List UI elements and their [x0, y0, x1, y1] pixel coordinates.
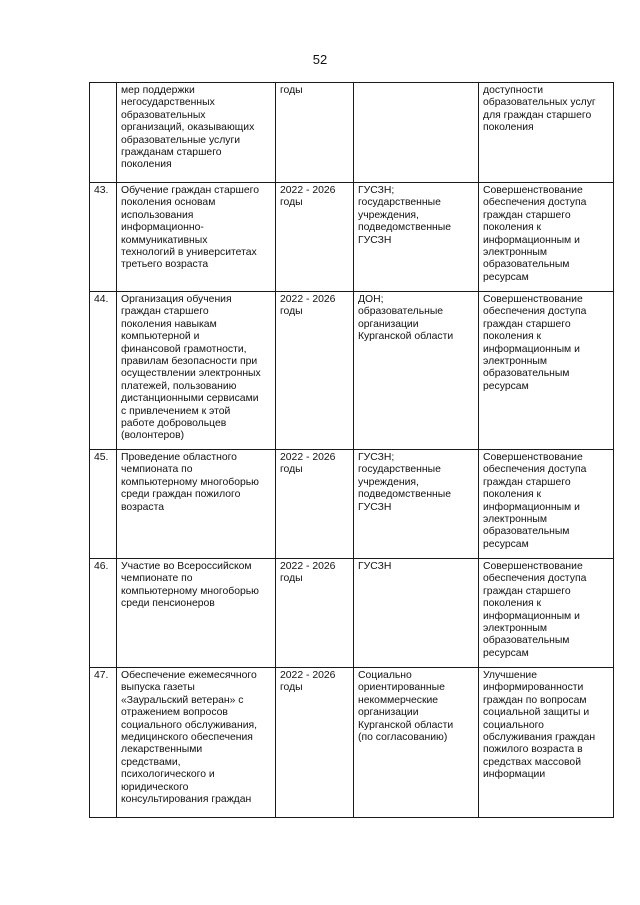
executor-cell: ГУСЗН; государственные учреждения, подведомственные ГУСЗН	[354, 183, 479, 292]
term-cell: 2022 - 2026 годы	[276, 292, 354, 450]
term-cell: 2022 - 2026 годы	[276, 450, 354, 559]
result-cell: Улучшение информированности граждан по вопросам социальной защиты и социального обслуживания граждан пожилого возраста в средствах массовой информации	[479, 668, 614, 818]
event-cell: Обеспечение ежемесячного выпуска газеты «Зауральский ветеран» с отражением вопросов социального обслуживания, медицинского обеспечения лекарственными средствами, психологического и юридического консультирования граждан	[117, 668, 276, 818]
term-cell: 2022 - 2026 годы	[276, 668, 354, 818]
event-cell: мер поддержки негосударственных образовательных организаций, оказывающих образовательные услуги гражданам старшего поколения	[117, 83, 276, 183]
result-cell: Совершенствование обеспечения доступа граждан старшего поколения к информационным и электронным образовательным ресурсам	[479, 183, 614, 292]
executor-cell: ГУСЗН	[354, 559, 479, 668]
result-cell: доступности образовательных услуг для граждан старшего поколения	[479, 83, 614, 183]
executor-cell: ГУСЗН; государственные учреждения, подведомственные ГУСЗН	[354, 450, 479, 559]
row-number: 43.	[90, 183, 117, 292]
table-row-45	[90, 450, 614, 559]
executor-cell	[354, 83, 479, 183]
executor-cell: ДОН; образовательные организации Курганской области	[354, 292, 479, 450]
event-cell: Проведение областного чемпионата по компьютерному многоборью среди граждан пожилого возраста	[117, 450, 276, 559]
table-row-continuation	[90, 83, 614, 183]
table-row-43	[90, 183, 614, 292]
result-cell: Совершенствование обеспечения доступа граждан старшего поколения к информационным и электронным образовательным ресурсам	[479, 559, 614, 668]
result-cell: Совершенствование обеспечения доступа граждан старшего поколения к информационным и электронным образовательным ресурсам	[479, 292, 614, 450]
table-row-44	[90, 292, 614, 450]
row-number	[90, 83, 117, 183]
row-number: 44.	[90, 292, 117, 450]
page-number: 52	[312, 52, 328, 67]
executor-cell: Социально ориентированные некоммерческие организации Курганской области (по согласованию)	[354, 668, 479, 818]
table-row-46	[90, 559, 614, 668]
row-number: 45.	[90, 450, 117, 559]
plan-table	[89, 82, 614, 818]
event-cell: Участие во Всероссийском чемпионате по компьютерному многоборью среди пенсионеров	[117, 559, 276, 668]
event-cell: Обучение граждан старшего поколения основам использования информационно- коммуникативных технологий в университетах третьего возраста	[117, 183, 276, 292]
term-cell: годы	[276, 83, 354, 183]
event-cell: Организация обучения граждан старшего поколения навыкам компьютерной и финансовой грамотности, правилам безопасности при осуществлении электронных платежей, пользованию дистанционными сервисами с привлечением к этой работе добровольцев (волонтеров)	[117, 292, 276, 450]
term-cell: 2022 - 2026 годы	[276, 559, 354, 668]
row-number: 46.	[90, 559, 117, 668]
result-cell: Совершенствование обеспечения доступа граждан старшего поколения к информационным и электронным образовательным ресурсам	[479, 450, 614, 559]
row-number: 47.	[90, 668, 117, 818]
term-cell: 2022 - 2026 годы	[276, 183, 354, 292]
table-row-47	[90, 668, 614, 818]
